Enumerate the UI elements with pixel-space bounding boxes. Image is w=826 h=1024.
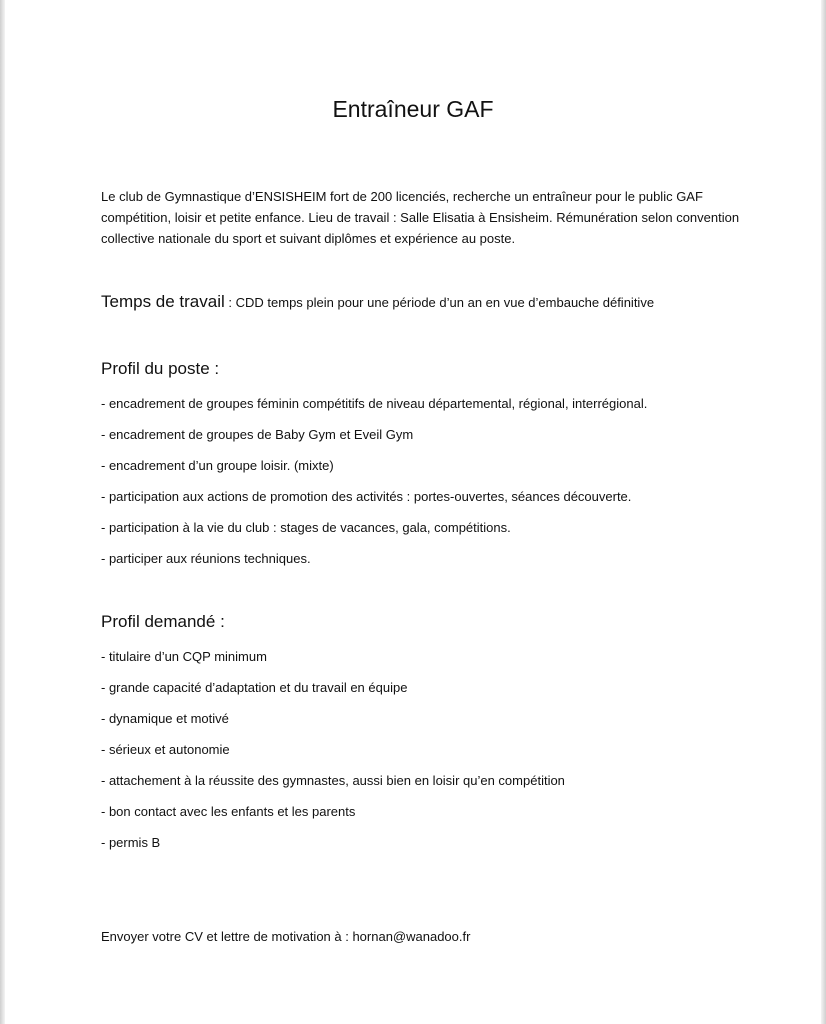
application-contact-line: Envoyer votre CV et lettre de motivation à : hornan@wanadoo.fr [101,929,471,944]
work-time-label: Temps de travail [101,292,225,311]
list-item: - bon contact avec les enfants et les parents [101,804,356,819]
list-item: - encadrement de groupes féminin compétitifs de niveau départemental, régional, interrégional. [101,396,648,411]
required-profile-list [101,647,565,864]
list-item: - permis B [101,835,161,850]
document-title: Entraîneur GAF [332,96,494,122]
list-item: - participer aux réunions techniques. [101,551,311,566]
job-profile-list [101,394,647,580]
work-time-line [101,292,801,312]
job-profile-heading: Profil du poste : [101,359,220,378]
intro-paragraph: Le club de Gymnastique d’ENSISHEIM fort de 200 licenciés, recherche un entraîneur pour le public GAF compétition, loisir et petite enfance. Lieu de travail : Salle Elisatia à Ensisheim. Rémunération selon convention collective nationale du sport et suivant diplômes et expérience au poste. [101,189,740,246]
list-item: - dynamique et motivé [101,711,229,726]
list-item: - participation à la vie du club : stages de vacances, gala, compétitions. [101,520,511,535]
list-item: - titulaire d’un CQP minimum [101,649,267,664]
list-item: - encadrement de groupes de Baby Gym et Eveil Gym [101,427,414,442]
list-item: - sérieux et autonomie [101,742,230,757]
list-item: - participation aux actions de promotion des activités : portes-ouvertes, séances découverte. [101,489,632,504]
work-time-text: : CDD temps plein pour une période d’un an en vue d’embauche définitive [224,295,655,310]
list-item: - grande capacité d’adaptation et du travail en équipe [101,680,408,695]
list-item: - attachement à la réussite des gymnastes, aussi bien en loisir qu’en compétition [101,773,565,788]
list-item: - encadrement d’un groupe loisir. (mixte) [101,458,334,473]
required-profile-heading: Profil demandé : [101,612,225,631]
